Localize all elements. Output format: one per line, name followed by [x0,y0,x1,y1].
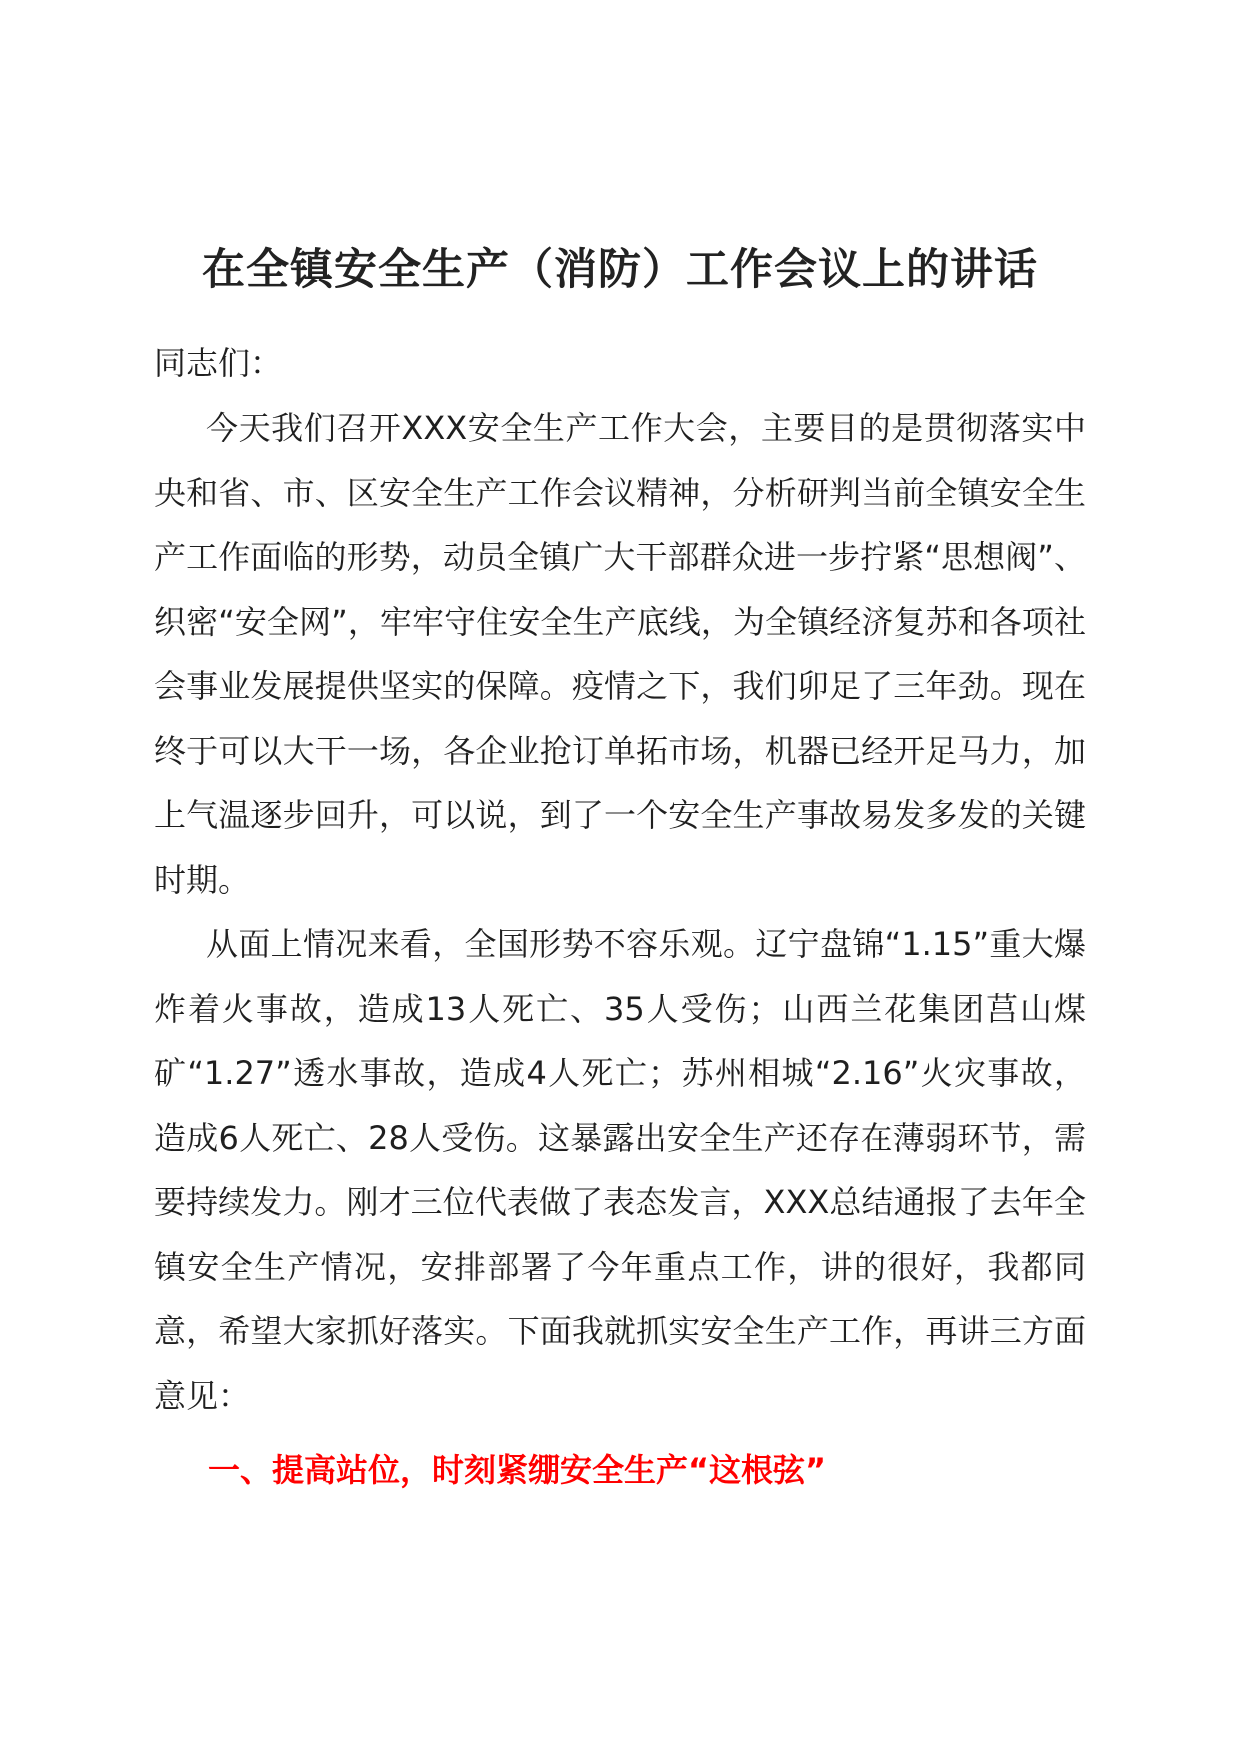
document-title: 在全镇安全生产（消防）工作会议上的讲话 [202,245,1038,295]
paragraph-situation: 从面上情况来看，全国形势不容乐观。辽宁盘锦“1.15”重大爆炸着火事故，造成13人死亡、35人受伤；山西兰花集团莒山煤矿“1.27”透水事故，造成4人死亡；苏州相城“2.16”火灾事故，造成6人死亡、28人受伤。这暴露出安全生产还存在薄弱环节，需要持续发力。刚才三位代表做了表态发言，XXX总结通报了去年全镇安全生产情况，安排部署了今年重点工作，讲的很好，我都同意，希望大家抓好落实。下面我就抓实安全生产工作，再讲三方面意见： [154,925,1086,1415]
salutation: 同志们： [154,344,283,382]
paragraph-intro: 今天我们召开XXX安全生产工作大会，主要目的是贯彻落实中央和省、市、区安全生产工作会议精神，分析研判当前全镇安全生产工作面临的形势，动员全镇广大干部群众进一步拧紧“思想阀”、织密“安全网”，牢牢守住安全生产底线，为全镇经济复苏和各项社会事业发展提供坚实的保障。疫情之下，我们卯足了三年劲。现在终于可以大干一场，各企业抢订单拓市场，机器已经开足马力，加上气温逐步回升，可以说，到了一个安全生产事故易发多发的关键时期。 [154,409,1086,899]
section-heading-1: 一、提高站位，时刻紧绷安全生产“这根弦” [208,1451,827,1489]
